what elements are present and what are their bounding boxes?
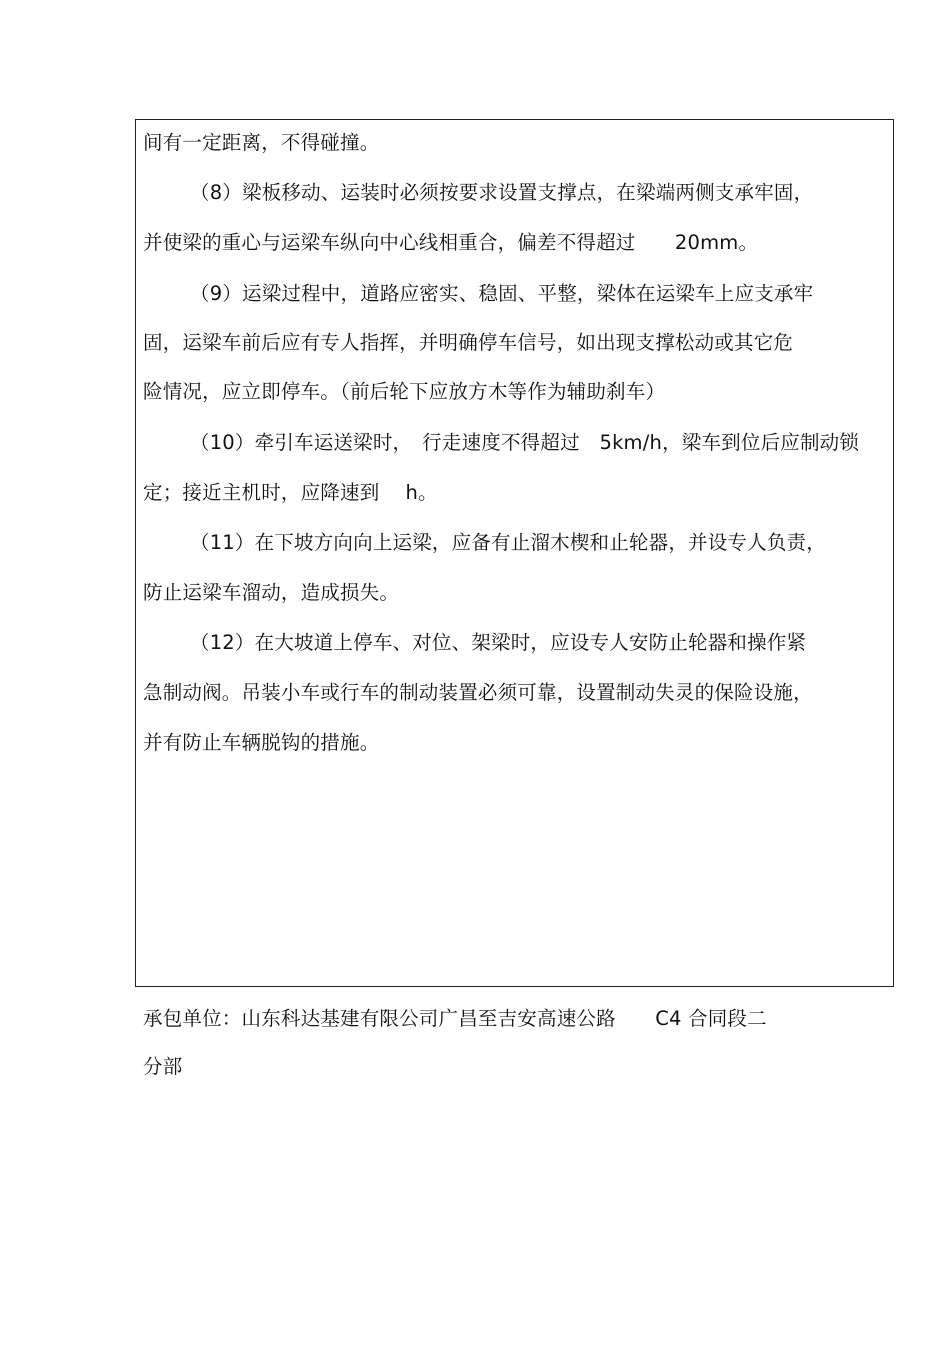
body-line: 防止运梁车溜动，造成损失。	[143, 581, 400, 604]
body-line: 定；接近主机时，应降速到 h。	[143, 481, 438, 504]
body-line: （10）牵引车运送梁时， 行走速度不得超过 5km/h，梁车到位后应制动锁	[190, 431, 860, 454]
body-line: 固，运梁车前后应有专人指挥，并明确停车信号，如出现支撑松动或其它危	[143, 331, 794, 354]
body-line: （8）梁板移动、运装时必须按要求设置支撑点，在梁端两侧支承牢固，	[190, 181, 814, 204]
body-line: 险情况，应立即停车。（前后轮下应放方木等作为辅助刹车）	[143, 380, 666, 403]
body-line: 并有防止车辆脱钩的措施。	[143, 731, 380, 754]
body-line: 并使梁的重心与运梁车纵向中心线相重合，偏差不得超过 20mm。	[143, 231, 759, 254]
body-line: （12）在大坡道上停车、对位、架梁时，应设专人安防止轮器和操作紧	[190, 631, 807, 654]
body-line: 间有一定距离，不得碰撞。	[143, 131, 380, 154]
body-line: 急制动阀。吊装小车或行车的制动装置必须可靠，设置制动失灵的保险设施，	[143, 681, 813, 704]
contractor-line-continued: 分部	[143, 1055, 183, 1078]
body-line: （9）运梁过程中，道路应密实、稳固、平整，梁体在运梁车上应支承牢	[190, 282, 814, 305]
body-line: （11）在下坡方向向上运梁，应备有止溜木楔和止轮器，并设专人负责，	[190, 531, 826, 554]
contractor-line: 承包单位：山东科达基建有限公司广昌至吉安高速公路 C4 合同段二	[143, 1007, 767, 1030]
